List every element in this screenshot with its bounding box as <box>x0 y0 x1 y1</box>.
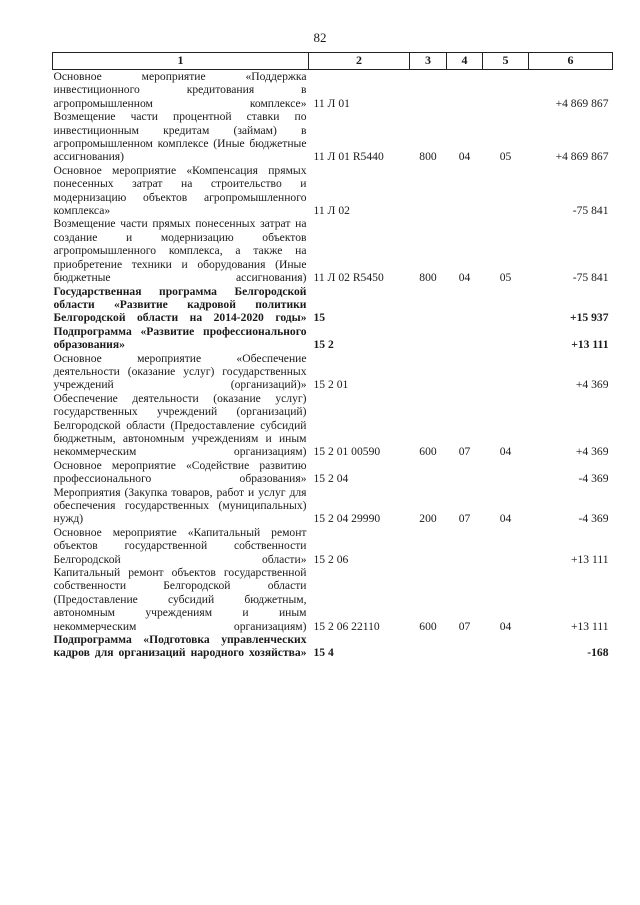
table-row <box>53 392 613 459</box>
row-expense-type: 600 <box>419 445 437 459</box>
row-section: 07 <box>458 445 471 459</box>
row-amount: +4 869 867 <box>555 150 609 164</box>
row-amount: +4 869 867 <box>555 96 609 110</box>
row-name: Возмещение части прямых понесенных затрат на создание и модернизацию объектов агропромышленного комплекса, а также на приобретение техники и оборудования (Иные бюджетные ассигнования) <box>53 217 307 285</box>
row-section <box>447 459 483 486</box>
row-code: 15 4 <box>313 646 334 660</box>
row-subsection: 04 <box>499 619 512 633</box>
row-name: Капитальный ремонт объектов государственной собственности Белгородской области (Предоставление субсидий бюджетным, автономным учреждениям и иным некоммерческим организациям) <box>53 566 307 633</box>
table-header <box>53 53 613 70</box>
row-name: Основное мероприятие «Поддержка инвестиционного кредитования в агропромышленном комплексе» <box>53 70 307 110</box>
row-subsection <box>483 526 529 566</box>
row-code: 15 <box>313 311 326 325</box>
table-body <box>53 70 613 660</box>
row-expense-type: 800 <box>419 271 437 285</box>
row-code: 11 Л 01 <box>313 96 350 110</box>
row-subsection <box>483 459 529 486</box>
row-subsection <box>483 325 529 352</box>
column-header-4: 4 <box>447 53 483 70</box>
row-code: 15 2 <box>313 338 334 352</box>
table-row <box>53 566 613 633</box>
row-name: Основное мероприятие «Обеспечение деятельности (оказание услуг) государственных учреждений (организаций)» <box>53 351 307 392</box>
table-row <box>53 110 613 164</box>
row-subsection <box>483 70 529 111</box>
table-row <box>53 325 613 352</box>
row-code: 11 Л 01 R5440 <box>313 150 384 164</box>
row-subsection <box>483 633 529 660</box>
row-expense-type <box>410 352 447 392</box>
row-amount: +4 369 <box>575 378 609 392</box>
row-name: Подпрограмма «Подготовка управленческих кадров для организаций народного хозяйства» <box>53 633 307 660</box>
row-section: 07 <box>458 512 471 526</box>
row-amount: +13 111 <box>570 619 609 633</box>
row-section <box>447 70 483 111</box>
row-name: Обеспечение деятельности (оказание услуг) государственных учреждений (организаций) Белгородской области (Предоставление субсидий бюджетным, автономным учреждениям и иным некоммерческим организациям) <box>53 391 307 459</box>
column-header-1: 1 <box>53 53 309 70</box>
row-amount: -75 841 <box>572 271 609 285</box>
row-subsection: 04 <box>499 512 512 526</box>
row-expense-type <box>410 459 447 486</box>
budget-table <box>52 52 613 660</box>
row-expense-type: 200 <box>419 512 437 526</box>
row-amount: -168 <box>587 646 609 660</box>
table-row <box>53 526 613 566</box>
row-code: 11 Л 02 R5450 <box>313 271 384 285</box>
column-header-2: 2 <box>309 53 410 70</box>
row-amount: +15 937 <box>570 311 609 325</box>
table-row <box>53 352 613 392</box>
row-subsection: 05 <box>499 271 512 285</box>
row-amount: -75 841 <box>572 204 609 218</box>
row-subsection: 05 <box>499 150 512 164</box>
table-row <box>53 285 613 325</box>
row-section: 04 <box>458 271 471 285</box>
row-amount: +4 369 <box>575 445 609 459</box>
table-row <box>53 70 613 111</box>
row-expense-type <box>410 526 447 566</box>
row-expense-type <box>410 164 447 218</box>
row-expense-type: 800 <box>419 150 437 164</box>
row-section <box>447 285 483 325</box>
row-subsection <box>483 352 529 392</box>
row-amount: -4 369 <box>578 472 609 486</box>
row-expense-type <box>410 70 447 111</box>
row-expense-type <box>410 325 447 352</box>
row-name: Основное мероприятие «Компенсация прямых понесенных затрат на строительство и модернизацию объектов агропромышленного комплекса» <box>53 163 307 218</box>
row-code: 15 2 01 <box>313 378 349 392</box>
row-name: Основное мероприятие «Капитальный ремонт объектов государственной собственности Белгородской области» <box>53 525 307 566</box>
row-expense-type: 600 <box>419 619 437 633</box>
row-code: 15 2 06 <box>313 552 349 566</box>
row-name: Подпрограмма «Развитие профессионального образования» <box>53 324 307 352</box>
row-section <box>447 164 483 218</box>
table-row <box>53 633 613 660</box>
row-section <box>447 633 483 660</box>
row-code: 15 2 01 00590 <box>313 445 381 459</box>
table-row <box>53 164 613 218</box>
row-expense-type <box>410 633 447 660</box>
row-name: Государственная программа Белгородской области «Развитие кадровой политики Белгородской области на 2014-2020 годы» <box>53 284 307 325</box>
row-amount: +13 111 <box>571 338 609 352</box>
column-header-5: 5 <box>483 53 529 70</box>
row-expense-type <box>410 285 447 325</box>
column-header-3: 3 <box>410 53 447 70</box>
column-header-6: 6 <box>529 53 613 70</box>
row-code: 15 2 06 22110 <box>313 619 380 633</box>
row-section: 07 <box>458 619 471 633</box>
row-section <box>447 526 483 566</box>
row-section <box>447 352 483 392</box>
row-name: Мероприятия (Закупка товаров, работ и услуг для обеспечения государственных (муниципальных) нужд) <box>53 485 307 526</box>
row-section <box>447 325 483 352</box>
row-code: 15 2 04 <box>313 472 349 486</box>
row-code: 11 Л 02 <box>313 204 350 218</box>
table-row <box>53 486 613 526</box>
row-amount: +13 111 <box>570 552 609 566</box>
row-subsection <box>483 164 529 218</box>
page-number: 82 <box>313 30 327 45</box>
row-subsection: 04 <box>499 445 512 459</box>
row-code: 15 2 04 29990 <box>313 512 381 526</box>
row-section: 04 <box>458 150 471 164</box>
row-name: Основное мероприятие «Содействие развитию профессионального образования» <box>53 458 307 486</box>
row-subsection <box>483 285 529 325</box>
row-amount: -4 369 <box>578 512 609 526</box>
table-row <box>53 217 613 284</box>
row-name: Возмещение части процентной ставки по инвестиционным кредитам (займам) в агропромышленном комплексе (Иные бюджетные ассигнования) <box>53 110 307 164</box>
table-row <box>53 459 613 486</box>
